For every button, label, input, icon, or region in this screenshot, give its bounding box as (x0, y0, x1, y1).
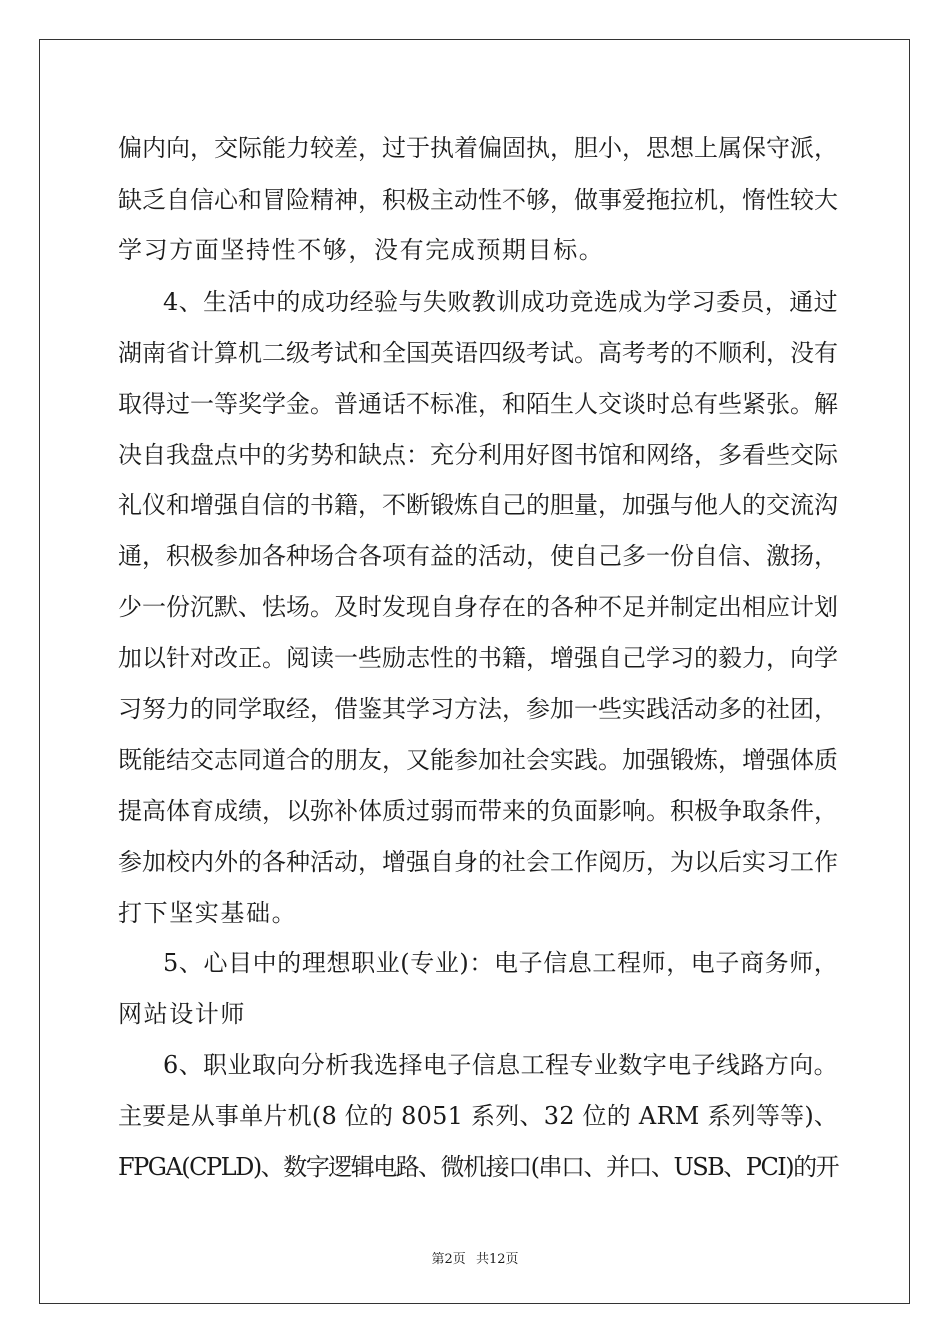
text-line: 既能结交志同道合的朋友，又能参加社会实践。加强锻炼，增强体质 (118, 746, 838, 774)
page-footer (0, 1248, 950, 1267)
page-total: 共12页 (475, 1252, 519, 1267)
text-line: 4、生活中的成功经验与失败教训成功竞选成为学习委员，通过 (163, 288, 839, 316)
text-line: 加以针对改正。阅读一些励志性的书籍，增强自己学习的毅力，向学 (118, 644, 838, 672)
text-line: FPGA(CPLD)、数字逻辑电路、微机接口(串口、并口、USB、PCI)的开 (118, 1153, 839, 1181)
text-line: 少一份沉默、怯场。及时发现自身存在的各种不足并制定出相应计划 (118, 593, 838, 621)
text-line: 网站设计师 (118, 1000, 246, 1028)
text-line: 参加校内外的各种活动，增强自身的社会工作阅历，为以后实习工作 (118, 848, 838, 876)
text-line: 礼仪和增强自信的书籍，不断锻炼自己的胆量，加强与他人的交流沟 (118, 491, 838, 519)
text-line: 通，积极参加各种场合各项有益的活动，使自己多一份自信、激扬， (118, 542, 838, 570)
text-line: 取得过一等奖学金。普通话不标准，和陌生人交谈时总有些紧张。解 (118, 390, 838, 418)
page-number: 第2页 (431, 1252, 466, 1267)
text-line: 缺乏自信心和冒险精神，积极主动性不够，做事爱拖拉机，惰性较大 (118, 186, 838, 214)
text-line: 决自我盘点中的劣势和缺点：充分利用好图书馆和网络，多看些交际 (118, 441, 838, 469)
text-line: 打下坚实基础。 (118, 899, 298, 927)
text-line: 5、心目中的理想职业(专业)：电子信息工程师，电子商务师， (163, 949, 839, 977)
text-line: 主要是从事单片机(8 位的 8051 系列、32 位的 ARM 系列等等)、 (118, 1102, 839, 1130)
text-line: 提高体育成绩，以弥补体质过弱而带来的负面影响。积极争取条件， (118, 797, 838, 825)
text-line: 偏内向，交际能力较差，过于执着偏固执，胆小，思想上属保守派， (118, 134, 838, 162)
text-line: 湖南省计算机二级考试和全国英语四级考试。高考考的不顺利，没有 (118, 339, 838, 367)
text-line: 习努力的同学取经，借鉴其学习方法，参加一些实践活动多的社团， (118, 695, 838, 723)
text-line: 6、职业取向分析我选择电子信息工程专业数字电子线路方向。 (163, 1051, 839, 1079)
text-line: 学习方面坚持性不够，没有完成预期目标。 (118, 236, 605, 264)
